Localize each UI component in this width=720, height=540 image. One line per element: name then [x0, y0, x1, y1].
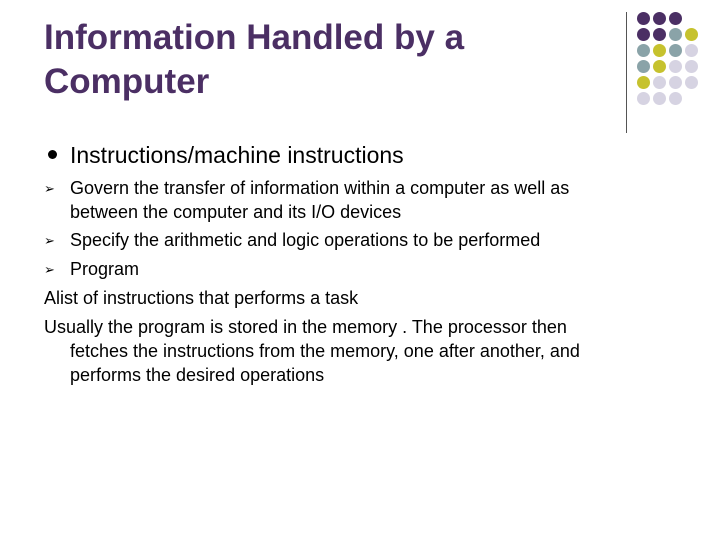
- sub-bullet-1-continued: between the computer and its I/O devices: [70, 202, 402, 222]
- decorative-divider: [626, 12, 627, 133]
- decorative-dot: [653, 92, 666, 105]
- decorative-dot: [653, 60, 666, 73]
- decorative-dot: [653, 76, 666, 89]
- slide-title: [44, 16, 604, 104]
- decorative-dot: [637, 28, 650, 41]
- bullet-dot-icon: [48, 150, 57, 159]
- decorative-dot: [685, 44, 698, 57]
- sub-bullet-3: Program: [70, 259, 140, 279]
- decorative-dot: [653, 12, 666, 25]
- decorative-dot: [685, 60, 698, 73]
- decorative-dot: [653, 28, 666, 41]
- paragraph-1: Alist of instructions that performs a task: [44, 288, 359, 308]
- decorative-dot: [669, 28, 682, 41]
- decorative-dot: [637, 44, 650, 57]
- decorative-dot: [637, 12, 650, 25]
- decorative-dot: [637, 60, 650, 73]
- arrow-bullet-icon: ➢: [44, 181, 55, 196]
- decorative-dot: [669, 92, 682, 105]
- decorative-dot: [637, 92, 650, 105]
- sub-bullet-2: Specify the arithmetic and logic operations to be performed: [70, 230, 541, 250]
- sub-bullet-1: Govern the transfer of information within a computer as well as: [70, 178, 570, 198]
- decorative-dot: [669, 12, 682, 25]
- decorative-dot: [685, 28, 698, 41]
- decorative-dot: [637, 76, 650, 89]
- title-line-2: Computer: [44, 62, 210, 101]
- arrow-bullet-icon: ➢: [44, 262, 55, 277]
- arrow-bullet-icon: ➢: [44, 233, 55, 248]
- title-line-1: Information Handled by a: [44, 18, 465, 57]
- decorative-dot: [669, 44, 682, 57]
- paragraph-2-line-3: performs the desired operations: [70, 365, 325, 385]
- paragraph-2-line-1: Usually the program is stored in the memory . The processor then: [44, 317, 567, 337]
- paragraph-2-line-2: fetches the instructions from the memory, one after another, and: [70, 341, 580, 361]
- decorative-dot: [669, 76, 682, 89]
- decorative-dot: [669, 60, 682, 73]
- decorative-dot: [653, 44, 666, 57]
- decorative-dot: [685, 76, 698, 89]
- main-bullet-text: Instructions/machine instructions: [70, 142, 404, 168]
